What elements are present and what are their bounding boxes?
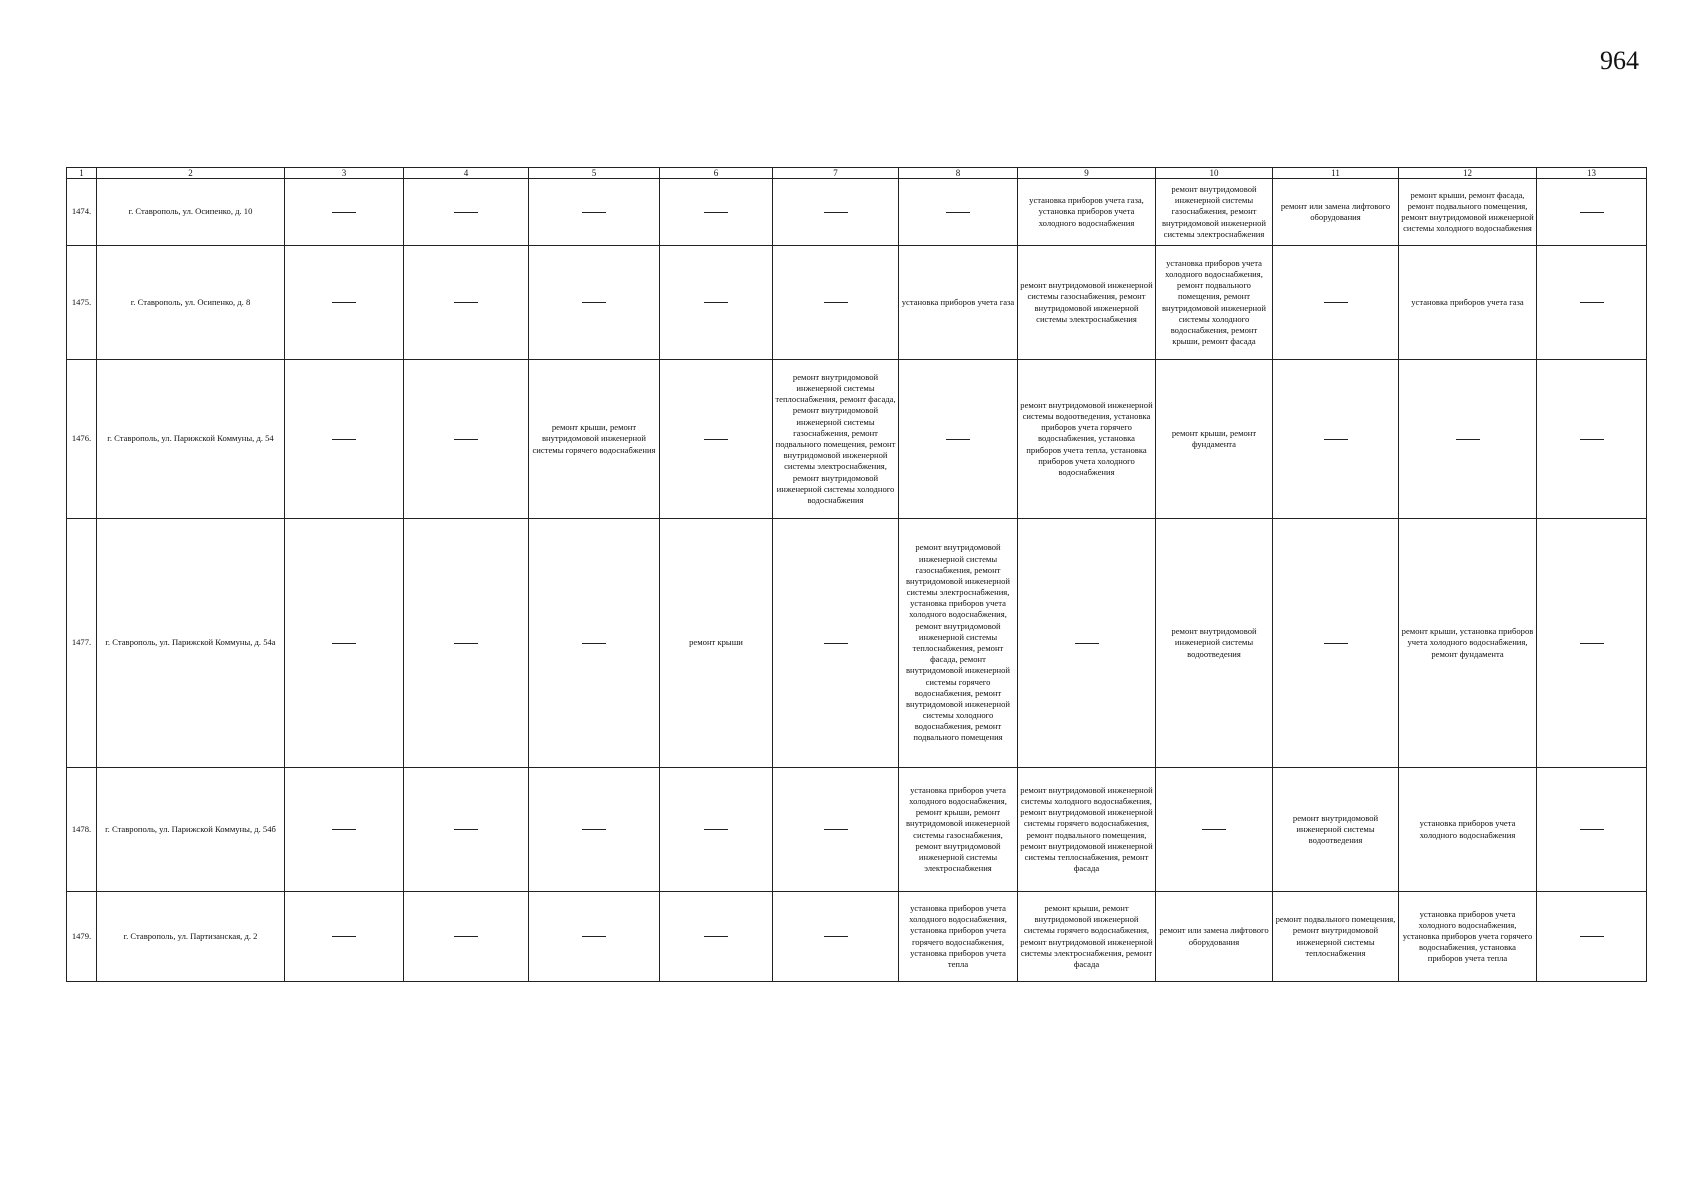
empty-dash-cell	[773, 246, 899, 360]
column-number: 5	[529, 168, 660, 179]
row-number: 1477.	[67, 519, 97, 768]
dash-mark	[582, 302, 606, 303]
address-cell: г. Ставрополь, ул. Осипенко, д. 10	[97, 179, 285, 246]
dash-mark	[454, 212, 478, 213]
address-cell: г. Ставрополь, ул. Парижской Коммуны, д. 54а	[97, 519, 285, 768]
empty-dash-cell	[529, 179, 660, 246]
column-number: 1	[67, 168, 97, 179]
dash-mark	[332, 829, 356, 830]
empty-dash-cell	[660, 768, 773, 892]
empty-dash-cell	[1537, 179, 1647, 246]
table-row	[67, 892, 1647, 982]
empty-dash-cell	[529, 892, 660, 982]
empty-dash-cell	[660, 360, 773, 519]
empty-dash-cell	[773, 179, 899, 246]
address-cell: г. Ставрополь, ул. Партизанская, д. 2	[97, 892, 285, 982]
row-number: 1474.	[67, 179, 97, 246]
column-number: 4	[404, 168, 529, 179]
row-number: 1479.	[67, 892, 97, 982]
empty-dash-cell	[404, 360, 529, 519]
column-number: 2	[97, 168, 285, 179]
dash-mark	[1324, 302, 1348, 303]
empty-dash-cell	[529, 768, 660, 892]
address-cell: г. Ставрополь, ул. Парижской Коммуны, д. 54б	[97, 768, 285, 892]
table-row	[67, 768, 1647, 892]
empty-dash-cell	[1537, 768, 1647, 892]
empty-dash-cell	[1273, 360, 1399, 519]
dash-mark	[1580, 439, 1604, 440]
empty-dash-cell	[660, 179, 773, 246]
work-cell: ремонт внутридомовой инженерной системы водоотведения	[1156, 519, 1273, 768]
work-cell: установка приборов учета холодного водоснабжения, ремонт крыши, ремонт внутридомовой инженерной системы газоснабжения, ремонт внутридомовой инженерной системы электроснабжения	[899, 768, 1018, 892]
dash-mark	[946, 212, 970, 213]
empty-dash-cell	[1273, 519, 1399, 768]
dash-mark	[1324, 643, 1348, 644]
dash-mark	[582, 643, 606, 644]
dash-mark	[824, 936, 848, 937]
column-number: 12	[1399, 168, 1537, 179]
dash-mark	[824, 829, 848, 830]
work-cell: ремонт крыши, установка приборов учета холодного водоснабжения, ремонт фундамента	[1399, 519, 1537, 768]
work-cell: ремонт подвального помещения, ремонт внутридомовой инженерной системы теплоснабжения	[1273, 892, 1399, 982]
work-cell: установка приборов учета газа	[1399, 246, 1537, 360]
work-cell: ремонт внутридомовой инженерной системы газоснабжения, ремонт внутридомовой инженерной системы электроснабжения	[1018, 246, 1156, 360]
empty-dash-cell	[773, 519, 899, 768]
dash-mark	[582, 829, 606, 830]
work-cell: установка приборов учета газа	[899, 246, 1018, 360]
empty-dash-cell	[285, 360, 404, 519]
work-cell: установка приборов учета холодного водоснабжения, ремонт подвального помещения, ремонт внутридомовой инженерной системы холодного водоснабжения, ремонт крыши, ремонт фасада	[1156, 246, 1273, 360]
empty-dash-cell	[285, 892, 404, 982]
dash-mark	[454, 829, 478, 830]
dash-mark	[332, 212, 356, 213]
work-cell: ремонт крыши, ремонт фасада, ремонт подвального помещения, ремонт внутридомовой инженерной системы холодного водоснабжения	[1399, 179, 1537, 246]
dash-mark	[946, 439, 970, 440]
work-cell: ремонт внутридомовой инженерной системы водоотведения, установка приборов учета горячего водоснабжения, установка приборов учета тепла, установка приборов учета холодного водоснабжения	[1018, 360, 1156, 519]
table-row	[67, 179, 1647, 246]
column-number: 10	[1156, 168, 1273, 179]
repair-schedule-table	[66, 167, 1647, 982]
dash-mark	[1580, 302, 1604, 303]
empty-dash-cell	[660, 246, 773, 360]
dash-mark	[454, 643, 478, 644]
work-cell: ремонт внутридомовой инженерной системы газоснабжения, ремонт внутридомовой инженерной системы электроснабжения, установка приборов учета холодного водоснабжения, ремонт внутридомовой инженерной системы теплоснабжения, ремонт фасада, ремонт внутридомовой инженерной системы горячего водоснабжения, ремонт внутридомовой инженерной системы холодного водоснабжения, ремонт подвального помещения	[899, 519, 1018, 768]
dash-mark	[454, 302, 478, 303]
work-cell: установка приборов учета газа, установка приборов учета холодного водоснабжения	[1018, 179, 1156, 246]
dash-mark	[824, 643, 848, 644]
dash-mark	[582, 936, 606, 937]
dash-mark	[332, 643, 356, 644]
column-number: 11	[1273, 168, 1399, 179]
work-cell: ремонт крыши, ремонт внутридомовой инженерной системы горячего водоснабжения	[529, 360, 660, 519]
empty-dash-cell	[285, 179, 404, 246]
row-number: 1475.	[67, 246, 97, 360]
work-cell: установка приборов учета холодного водоснабжения, установка приборов учета горячего водоснабжения, установка приборов учета тепла	[899, 892, 1018, 982]
work-cell: ремонт крыши	[660, 519, 773, 768]
empty-dash-cell	[1537, 246, 1647, 360]
dash-mark	[704, 439, 728, 440]
empty-dash-cell	[1018, 519, 1156, 768]
column-number: 13	[1537, 168, 1647, 179]
empty-dash-cell	[404, 519, 529, 768]
dash-mark	[1324, 439, 1348, 440]
table-row	[67, 360, 1647, 519]
dash-mark	[1456, 439, 1480, 440]
empty-dash-cell	[899, 360, 1018, 519]
work-cell: ремонт крыши, ремонт внутридомовой инженерной системы горячего водоснабжения, ремонт внутридомовой инженерной системы электроснабжения, ремонт фасада	[1018, 892, 1156, 982]
empty-dash-cell	[773, 768, 899, 892]
row-number: 1476.	[67, 360, 97, 519]
empty-dash-cell	[404, 246, 529, 360]
work-cell: ремонт внутридомовой инженерной системы газоснабжения, ремонт внутридомовой инженерной системы электроснабжения	[1156, 179, 1273, 246]
empty-dash-cell	[285, 519, 404, 768]
empty-dash-cell	[1156, 768, 1273, 892]
address-cell: г. Ставрополь, ул. Парижской Коммуны, д. 54	[97, 360, 285, 519]
work-cell: установка приборов учета холодного водоснабжения, установка приборов учета горячего водоснабжения, установка приборов учета тепла	[1399, 892, 1537, 982]
table-body	[67, 168, 1647, 982]
empty-dash-cell	[899, 179, 1018, 246]
column-number: 6	[660, 168, 773, 179]
empty-dash-cell	[1537, 519, 1647, 768]
column-number: 3	[285, 168, 404, 179]
empty-dash-cell	[404, 768, 529, 892]
dash-mark	[332, 936, 356, 937]
work-cell: ремонт или замена лифтового оборудования	[1273, 179, 1399, 246]
empty-dash-cell	[1537, 892, 1647, 982]
work-cell: ремонт внутридомовой инженерной системы водоотведения	[1273, 768, 1399, 892]
dash-mark	[704, 936, 728, 937]
empty-dash-cell	[285, 246, 404, 360]
address-cell: г. Ставрополь, ул. Осипенко, д. 8	[97, 246, 285, 360]
work-cell: ремонт или замена лифтового оборудования	[1156, 892, 1273, 982]
work-cell: установка приборов учета холодного водоснабжения	[1399, 768, 1537, 892]
dash-mark	[454, 439, 478, 440]
table-row	[67, 246, 1647, 360]
page-number: 964	[1600, 46, 1639, 75]
column-number-row	[67, 168, 1647, 179]
empty-dash-cell	[1537, 360, 1647, 519]
dash-mark	[454, 936, 478, 937]
work-cell: ремонт крыши, ремонт фундамента	[1156, 360, 1273, 519]
empty-dash-cell	[773, 892, 899, 982]
empty-dash-cell	[404, 892, 529, 982]
dash-mark	[824, 302, 848, 303]
dash-mark	[704, 212, 728, 213]
dash-mark	[1202, 829, 1226, 830]
dash-mark	[704, 829, 728, 830]
empty-dash-cell	[1399, 360, 1537, 519]
dash-mark	[332, 439, 356, 440]
column-number: 9	[1018, 168, 1156, 179]
empty-dash-cell	[285, 768, 404, 892]
dash-mark	[704, 302, 728, 303]
empty-dash-cell	[1273, 246, 1399, 360]
table-row	[67, 519, 1647, 768]
work-cell: ремонт внутридомовой инженерной системы теплоснабжения, ремонт фасада, ремонт внутридомовой инженерной системы газоснабжения, ремонт подвального помещения, ремонт внутридомовой инженерной системы электроснабжения, ремонт внутридомовой инженерной системы холодного водоснабжения	[773, 360, 899, 519]
dash-mark	[824, 212, 848, 213]
empty-dash-cell	[529, 519, 660, 768]
dash-mark	[582, 212, 606, 213]
dash-mark	[1580, 829, 1604, 830]
empty-dash-cell	[404, 179, 529, 246]
work-cell: ремонт внутридомовой инженерной системы холодного водоснабжения, ремонт внутридомовой инженерной системы горячего водоснабжения, ремонт подвального помещения, ремонт внутридомовой инженерной системы теплоснабжения, ремонт фасада	[1018, 768, 1156, 892]
column-number: 7	[773, 168, 899, 179]
dash-mark	[1075, 643, 1099, 644]
dash-mark	[332, 302, 356, 303]
empty-dash-cell	[529, 246, 660, 360]
dash-mark	[1580, 643, 1604, 644]
row-number: 1478.	[67, 768, 97, 892]
column-number: 8	[899, 168, 1018, 179]
dash-mark	[1580, 936, 1604, 937]
dash-mark	[1580, 212, 1604, 213]
empty-dash-cell	[660, 892, 773, 982]
